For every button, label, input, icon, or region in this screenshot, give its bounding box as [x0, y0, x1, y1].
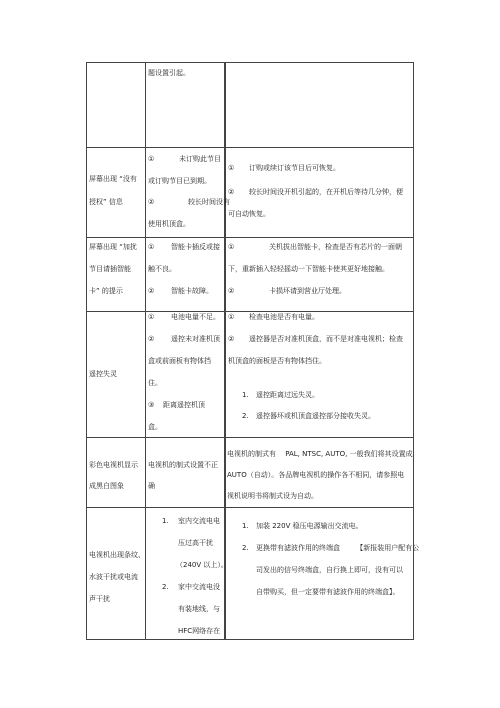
cause-text: 电池电量不足。	[171, 313, 220, 321]
symptom-text: 屏幕出现 “加扰	[89, 243, 137, 251]
solution-text: ②	[228, 335, 235, 343]
cause-text: ②	[148, 198, 155, 206]
solution-text: 1.	[242, 522, 249, 530]
cause-text: 智能卡故障。	[171, 287, 213, 295]
solution-text: ①	[228, 313, 235, 321]
table-rule	[86, 311, 414, 312]
cell-text: 题设置引起。	[148, 69, 190, 77]
cause-text: 未订购此节目	[179, 155, 221, 163]
cause-text: 有装地线，与	[178, 605, 220, 613]
solution-text: 自带购买，但一定要带有滤波作用的终端盒】。	[256, 588, 400, 596]
cause-text: 室内交流电电	[178, 517, 220, 525]
symptom-text: 水波干扰或电流	[89, 573, 138, 581]
cause-text: 盒。	[148, 423, 162, 431]
solution-text: 2.	[242, 544, 249, 552]
solution-text: 视机说明书将制式设为自动。	[227, 492, 318, 500]
symptom-text: 声干扰	[89, 595, 110, 603]
cause-text: 确	[148, 482, 155, 490]
symptom-text: 卡” 的提示	[89, 287, 123, 295]
solution-text: 可自动恢复。	[228, 210, 270, 218]
solution-text: 司发出的信号终端盒，自行换上即可，没有可以	[256, 566, 403, 574]
table-rule	[86, 639, 414, 640]
solution-text: 遥控距离过远失灵。	[256, 391, 319, 399]
cause-text: （240V 以上）。	[176, 561, 228, 569]
symptom-text: 电视机出现条纹、	[89, 551, 145, 559]
table-rule	[86, 237, 414, 238]
table-rule	[145, 62, 146, 640]
cause-text: 使用机顶盒。	[148, 220, 190, 228]
cause-text: 智能卡插反或接	[171, 243, 220, 251]
solution-text: 关机拔出智能卡，检查是否有芯片的一面朝	[269, 243, 402, 251]
cause-text: ①	[148, 243, 155, 251]
table-rule	[413, 62, 414, 640]
table-rule	[86, 507, 414, 508]
cause-text: 遥控未对准机顶	[171, 335, 220, 343]
solution-text: 1.	[242, 391, 249, 399]
cause-text: 盒或前面板有物体挡	[148, 357, 211, 365]
solution-text: ①	[228, 164, 235, 172]
symptom-text: 授权” 信息	[89, 198, 123, 206]
solution-text: 卡损坏请到营业厅处理。	[269, 287, 346, 295]
table-rule	[225, 62, 226, 640]
solution-text: 机顶盒的面板是否有物体挡住。	[228, 357, 326, 365]
solution-text: ②	[228, 188, 235, 196]
cause-text: 2.	[162, 583, 169, 591]
table-rule	[86, 62, 87, 640]
table-rule	[86, 437, 414, 438]
solution-text: 订购或续订该节目后可恢复。	[249, 164, 340, 172]
solution-text: ①	[228, 243, 235, 251]
solution-text: 检查电池是否有电量。	[249, 313, 319, 321]
cause-text: 住。	[148, 379, 162, 387]
cause-text: ②	[148, 335, 155, 343]
solution-text: 2.	[242, 412, 249, 420]
symptom-text: 节目请插智能	[89, 265, 131, 273]
solution-text: 遥控器坏或机顶盒遥控部分接收失灵。	[256, 412, 375, 420]
symptom-text: 彩色电视机显示	[89, 461, 138, 469]
solution-text: 遥控器是否对准机顶盒，而不是对准电视机；检查	[249, 335, 403, 343]
symptom-text: 屏幕出现 “没有	[89, 175, 137, 183]
table-rule	[86, 147, 414, 148]
cause-text: 家中交流电没	[178, 583, 220, 591]
cause-text: 或订购节目已到期。	[148, 177, 211, 185]
solution-text: 较长时间没开机引起的，在开机后等待几分钟，便	[249, 188, 403, 196]
solution-text: 下，重新插入轻轻摇动一下智能卡使其更好地接触。	[228, 265, 389, 273]
cause-text: 1.	[162, 517, 169, 525]
cause-text: 距离遥控机顶	[163, 401, 205, 409]
cause-text: 压过高干扰	[178, 539, 213, 547]
cause-text: HFC网络存在	[178, 627, 221, 635]
solution-text: 更换带有滤波作用的终端盒 【新报装用户配有公	[256, 544, 420, 552]
solution-text: 加装 220V 稳压电源输出交流电。	[256, 522, 363, 530]
cause-text: ①	[148, 155, 155, 163]
cause-text: 触不良。	[148, 265, 176, 273]
solution-text: AUTO（自动）。各品牌电视机的操作各不相同，请参照电	[227, 471, 405, 479]
fault-table	[86, 62, 420, 640]
cause-text: ③	[148, 401, 155, 409]
solution-text: 电视机的制式有 PAL, NTSC, AUTO, 一般我们将其设置成	[227, 450, 413, 458]
cause-text: ①	[148, 313, 155, 321]
cause-text: ②	[148, 287, 155, 295]
symptom-text: 成黑白图象	[89, 482, 124, 490]
cause-text: 电视机的制式设置不正	[148, 461, 218, 469]
cause-text: 较长时间没有	[188, 198, 230, 206]
symptom-text: 遥控失灵	[89, 370, 117, 378]
table-rule	[86, 62, 414, 63]
solution-text: ②	[228, 287, 235, 295]
